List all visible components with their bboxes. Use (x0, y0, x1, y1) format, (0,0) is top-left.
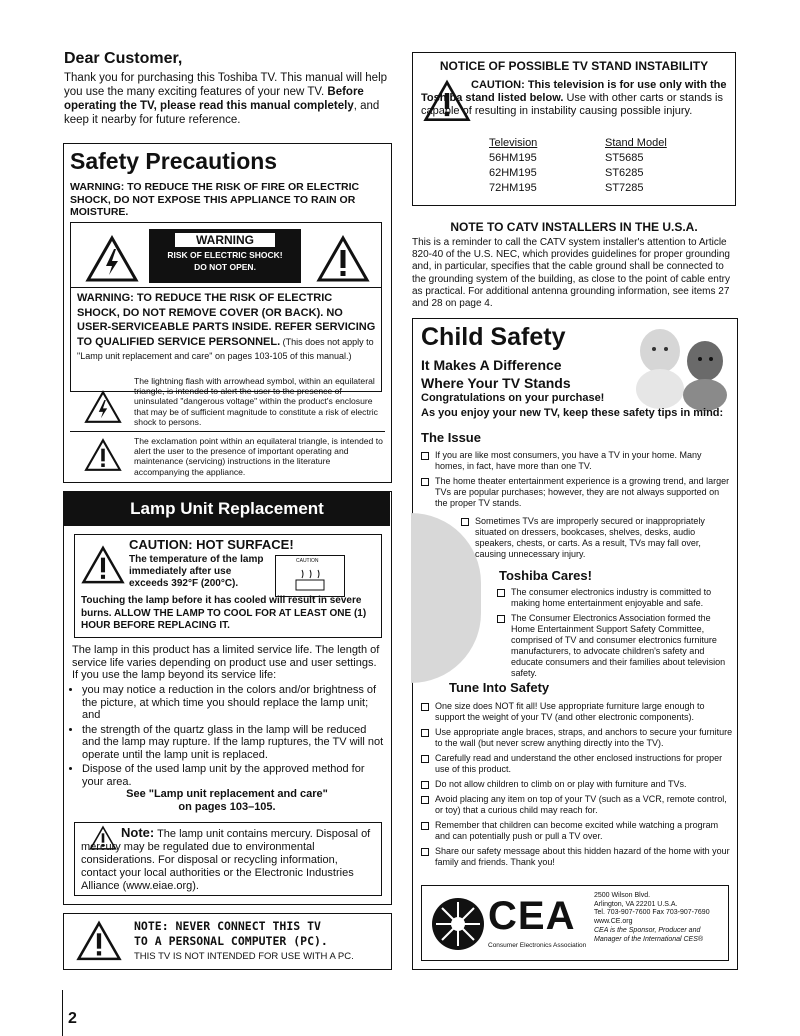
lightning-symbol-icon (84, 388, 122, 426)
stand-caution-text (421, 79, 729, 118)
list-item (497, 587, 733, 609)
list-item (421, 779, 733, 790)
exclamation-triangle-icon (316, 235, 370, 283)
exclamation-symbol-icon (84, 436, 122, 474)
note-label: Note: (121, 825, 155, 840)
lamp-bullet: • you may notice a reduction in the colors and/or brightness of the picture, at which time you should replace the lamp unit; and (82, 684, 384, 722)
issue-text: The home theater entertainment experience is a growing trend, and larger TVs are popular purchases; however, they are not always supported on the proper TV stands. (435, 476, 730, 508)
lamp-replacement-box (63, 491, 392, 905)
child-sub1: It Makes A Difference (421, 357, 562, 373)
child-safety-box (412, 318, 738, 970)
issue-text: If you are like most consumers, you have a TV in your home. Many homes, in fact, have more than one TV. (435, 450, 702, 471)
safety-precautions-box (63, 143, 392, 483)
pc-note-line3: THIS TV IS NOT INTENDED FOR USE WITH A PC. (134, 951, 354, 962)
caution-hot-bottom: Touching the lamp before it has cooled will result in severe burns. ALLOW THE LAMP TO COOL FOR AT LEAST ONE (1) HOUR BEFORE REPLACING IT. (81, 595, 367, 631)
stand-tv-cell: 62HM195 (489, 167, 537, 179)
list-item (497, 613, 733, 679)
shock-warning-note: (This does not apply to "Lamp unit replacement and care" on pages 103-105 of this manual.) (77, 336, 374, 361)
warning-label-black (149, 229, 301, 283)
list-item (421, 701, 733, 723)
pc-exclamation-icon (76, 920, 122, 962)
exclamation-explanation: The exclamation point within an equilateral triangle, is intended to alert the user to the presence of important operating and maintenance (servicing) instructions in the literature accompanying the appliance. (134, 436, 383, 477)
babies-photo (625, 321, 735, 413)
tune-heading: Tune Into Safety (449, 680, 550, 695)
page-number: 2 (68, 1010, 77, 1027)
cea-addr2: Arlington, VA 22201 U.S.A. (594, 900, 678, 908)
stand-tv-cell: 72HM195 (489, 182, 537, 194)
shock-warning (77, 291, 377, 364)
checkbox-bullet-icon (421, 848, 429, 856)
stand-model-cell: ST5685 (605, 152, 644, 164)
pc-note-box (63, 913, 392, 970)
dear-tail: , and keep it nearby for future reference. (64, 100, 380, 126)
cares-text: The Consumer Electronics Association formed the Home Entertainment Support Safety Committee, comprised of TV and consumer electronics furniture manufacturers, to advocate children's safety and educate consumers and their families about television safety. (511, 613, 726, 678)
pc-note-line1: NOTE: NEVER CONNECT THIS TV (134, 919, 321, 933)
checkbox-bullet-icon (421, 796, 429, 804)
lamp-intro: The lamp in this product has a limited service life. The length of service life varies depending on product use and user settings. If you use the lamp beyond its service life: (72, 644, 380, 681)
warning-label-word: WARNING (175, 233, 275, 247)
checkbox-bullet-icon (421, 703, 429, 711)
cea-starburst-logo-icon (430, 896, 486, 952)
cea-logo-text: CEA (488, 894, 576, 938)
checkbox-bullet-icon (421, 478, 429, 486)
child-safety-title: Child Safety (421, 323, 566, 351)
caution-hot-body: The temperature of the lamp immediately after use exceeds 392°F (200°C). (129, 554, 264, 589)
list-item (421, 727, 733, 749)
table-row (489, 182, 689, 197)
stand-caution-rest: Use with other carts or stands is capable of resulting in instability causing possible injury. (421, 92, 723, 117)
caution-hot-label-graphic (275, 555, 345, 597)
safety-warning-top: WARNING: TO REDUCE THE RISK OF FIRE OR ELECTRIC SHOCK, DO NOT EXPOSE THIS APPLIANCE TO RAIN OR MOISTURE. (70, 181, 360, 218)
mercury-note (74, 822, 382, 896)
child-sub2: Where Your TV Stands (421, 375, 571, 391)
child-tips-intro: As you enjoy your new TV, keep these safety tips in mind: (421, 407, 724, 419)
pc-note-line2: TO A PERSONAL COMPUTER (PC). (134, 934, 328, 948)
list-item (421, 846, 733, 868)
checkbox-bullet-icon (421, 755, 429, 763)
table-row (489, 152, 689, 167)
list-item (421, 476, 733, 509)
dear-customer-text (64, 71, 389, 127)
lamp-bullets (70, 684, 384, 790)
cea-box (421, 885, 729, 961)
cea-web: www.CE.org (594, 917, 633, 925)
child-safety-subtitle (421, 356, 571, 392)
list-item (421, 753, 733, 775)
dear-bold: Before operating the TV, please read this manual completely (64, 86, 364, 112)
list-item (421, 794, 733, 816)
warning-label-panel (70, 222, 382, 392)
stand-table-header (489, 137, 689, 152)
stand-caution-bold: CAUTION: This television is for use only with the Toshiba stand listed below. (421, 79, 727, 104)
checkbox-bullet-icon (497, 589, 505, 597)
tune-list (421, 701, 733, 872)
cea-logo-subtitle: Consumer Electronics Association (488, 942, 587, 949)
issue-list-continued (461, 516, 733, 564)
stand-model-cell: ST7285 (605, 182, 644, 194)
catv-title: NOTE TO CATV INSTALLERS IN THE U.S.A. (450, 220, 698, 234)
caution-exclamation-icon (81, 545, 125, 585)
symbol-divider (70, 431, 385, 432)
stand-table (489, 137, 689, 197)
lamp-see-reference (64, 788, 390, 814)
lamp-see1: See "Lamp unit replacement and care" (126, 788, 328, 800)
page-number-rule (62, 990, 63, 1036)
child-congrats: Congratulations on your purchase! (421, 392, 605, 404)
stand-instability-box (412, 52, 736, 206)
table-row (489, 167, 689, 182)
cea-address (594, 892, 728, 945)
lamp-title: Lamp Unit Replacement (64, 492, 390, 526)
stand-col-model: Stand Model (605, 137, 667, 149)
caution-hot-label-text: CAUTION (296, 558, 319, 564)
checkbox-bullet-icon (421, 781, 429, 789)
hot-surface-caution (74, 534, 382, 638)
safety-title: Safety Precautions (70, 148, 278, 174)
tune-text: Use appropriate angle braces, straps, and anchors to secure your furniture to the wall (but never screw anything directly into the TV). (435, 727, 733, 748)
lamp-bullet: • the strength of the quartz glass in the lamp will be reduced and the lamp may rupture. If the lamp ruptures, the TV will not operate until the lamp unit is replaced. (82, 724, 384, 762)
checkbox-bullet-icon (421, 452, 429, 460)
lamp-see2: on pages 103–105. (178, 801, 276, 813)
lightning-triangle-icon (85, 235, 139, 283)
issue-list (421, 450, 733, 513)
tune-text: Share our safety message about this hidden hazard of the home with your family and friends. Thank you! (435, 846, 730, 867)
cea-tel: Tel. 703-907-7600 Fax 703-907-7690 (594, 909, 710, 917)
tune-text: Do not allow children to climb on or play with furniture and TVs. (435, 779, 687, 789)
checkbox-bullet-icon (421, 822, 429, 830)
tune-text: Remember that children can become excited while watching a program and can potentially push or pull a TV over. (435, 820, 719, 841)
cares-list (497, 587, 733, 683)
dear-line1: Thank you for purchasing this Toshiba TV. This manual will help you use the many exciting features of your new TV. (64, 72, 388, 98)
issue-text: Sometimes TVs are improperly secured or inappropriately situated on dressers, bookcases, shelves, desks, audio speakers, chests, or carts. As a result, TVs may fall over, causing unnecessary injury. (475, 516, 705, 559)
checkbox-bullet-icon (497, 615, 505, 623)
tune-text: One size does NOT fit all! Use appropriate furniture large enough to support the weight of your TV (and other electronic components). (435, 701, 705, 722)
warning-label-risk1: RISK OF ELECTRIC SHOCK! (167, 250, 283, 260)
caution-hot-title: CAUTION: HOT SURFACE! (129, 537, 294, 552)
stand-title: NOTICE OF POSSIBLE TV STAND INSTABILITY (439, 59, 709, 73)
lightning-explanation: The lightning flash with arrowhead symbol, within an equilateral triangle, is intended to alert the user to the presence of uninsulated "dangerous voltage" within the product's enclosure that may be of sufficient magnitude to constitute a risk of electric shock to persons. (134, 376, 378, 427)
dear-customer-heading: Dear Customer, (64, 50, 183, 67)
warning-label-risk2: DO NOT OPEN. (194, 262, 256, 272)
cea-sponsor: CEA is the Sponsor, Producer and Manager of the International CES® (594, 927, 704, 943)
shock-warning-bold: WARNING: TO REDUCE THE RISK OF ELECTRIC SHOCK, DO NOT REMOVE COVER (OR BACK). NO USER-SERVICEABLE PARTS INSIDE. REFER SERVICING TO QUALIFIED SERVICE PERSONNEL. (77, 292, 376, 348)
note-body: The lamp unit contains mercury. Disposal of mercury may be regulated due to environmental considerations. For disposal or recycling information, contact your local authorities or the Electronic Industries Alliance (www.eiae.org). (81, 828, 371, 892)
warning-panel-divider (71, 287, 381, 288)
tune-text: Avoid placing any item on top of your TV (such as a VCR, remote control, or toy) that a curious child may reach for. (435, 794, 727, 815)
checkbox-bullet-icon (461, 518, 469, 526)
stand-model-cell: ST6285 (605, 167, 644, 179)
cares-text: The consumer electronics industry is committed to making home entertainment enjoyable and safe. (511, 587, 712, 608)
list-item (461, 516, 733, 560)
issue-heading: The Issue (421, 430, 481, 445)
list-item (421, 450, 733, 472)
stand-tv-cell: 56HM195 (489, 152, 537, 164)
cea-addr1: 2500 Wilson Blvd. (594, 892, 651, 899)
catv-body: This is a reminder to call the CATV system installer's attention to Article 820-40 of the U.S. NEC, which provides guidelines for proper grounding and, in particular, specifies that the cable ground shall be connected to the grounding system of the building, as close to the point of cable entry as practical. For additional antenna grounding information, see items 27 and 28 on page 4. (412, 237, 730, 310)
list-item (421, 820, 733, 842)
mercury-note-text (81, 826, 375, 893)
stand-col-tv: Television (489, 137, 538, 149)
checkbox-bullet-icon (421, 729, 429, 737)
tune-text: Carefully read and understand the other enclosed instructions for proper use of this product. (435, 753, 723, 774)
lamp-bullet: • Dispose of the used lamp unit by the approved method for your area. (82, 763, 384, 788)
cares-heading: Toshiba Cares! (499, 568, 592, 583)
